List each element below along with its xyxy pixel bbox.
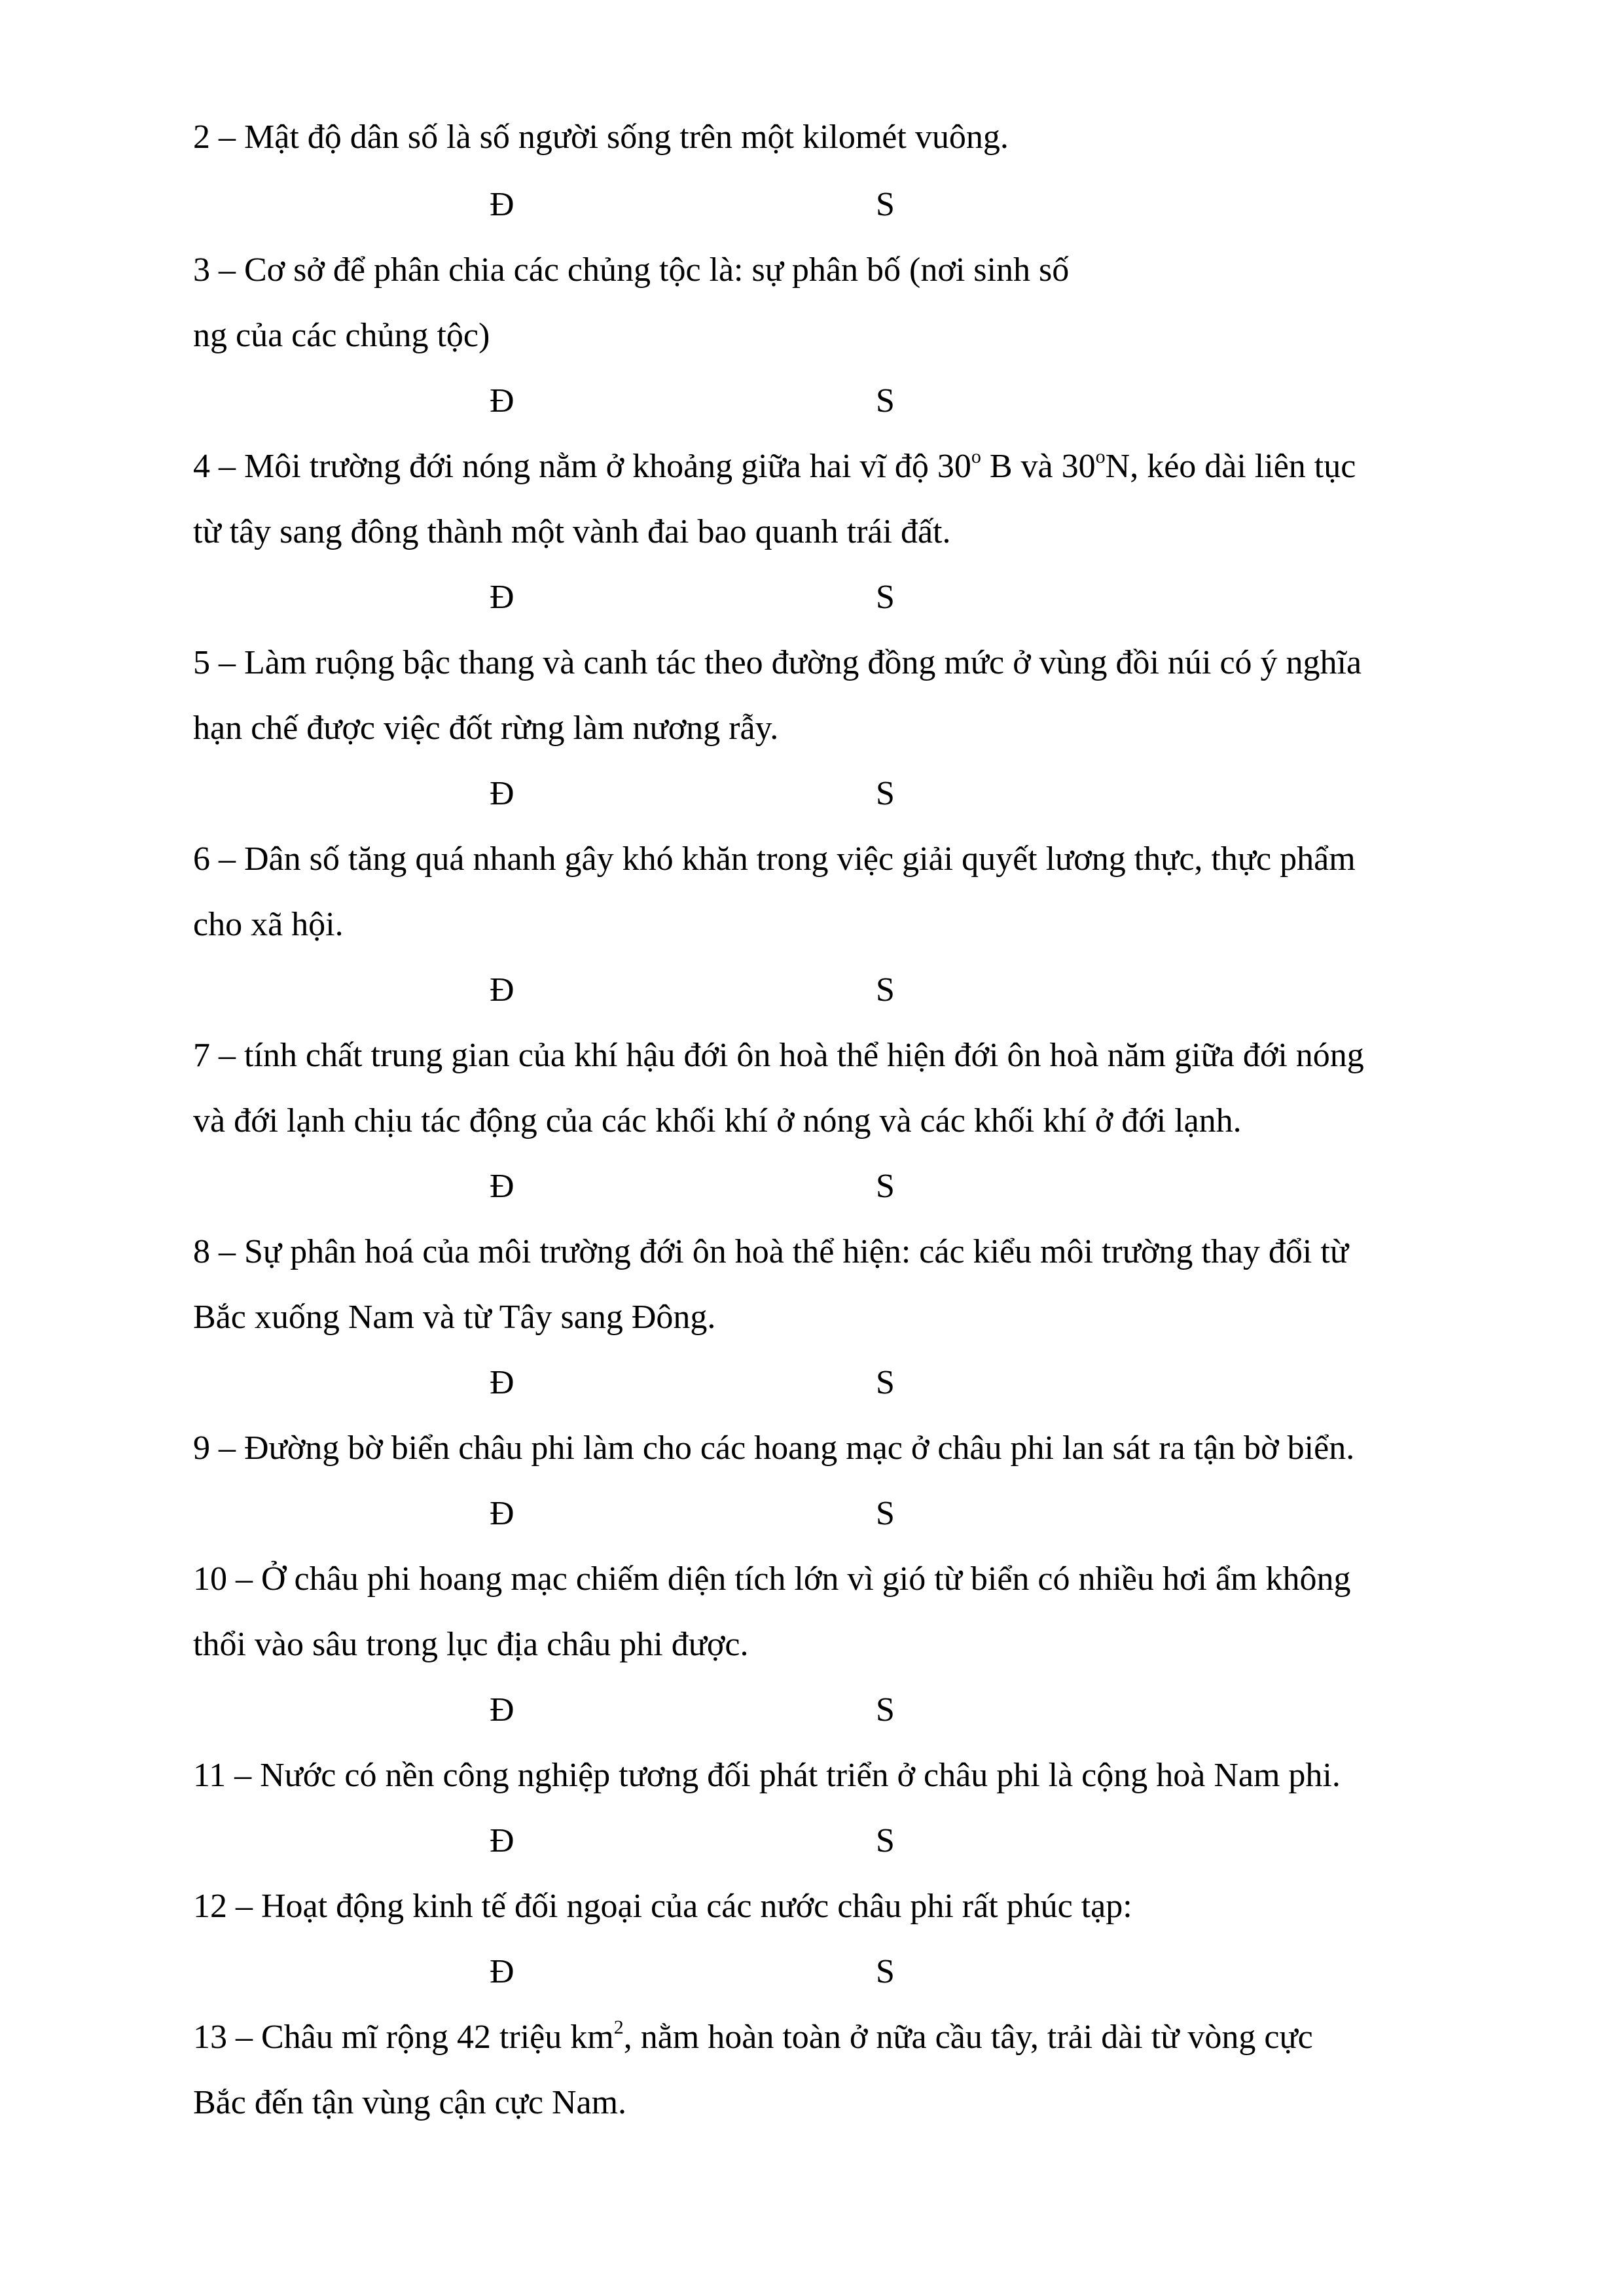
degree-symbol: o: [971, 446, 981, 467]
answer-false-q5[interactable]: S: [876, 775, 895, 812]
question-3-line1: 3 – Cơ sở để phân chia các chủng tộc là: sự phân bố (nơi sinh số: [193, 251, 1070, 289]
question-7-line1: 7 – tính chất trung gian của khí hậu đới ôn hoà thể hiện đới ôn hoà năm giữa đới nóng: [193, 1037, 1364, 1074]
answer-true-q3[interactable]: Đ: [490, 382, 514, 420]
q4-text-c: N, kéo dài liên tục: [1105, 448, 1356, 485]
answer-false-q9[interactable]: S: [876, 1495, 895, 1532]
answer-true-q12[interactable]: Đ: [490, 1953, 514, 1990]
question-8-line2: Bắc xuống Nam và từ Tây sang Đông.: [193, 1299, 716, 1336]
question-3-line2: ng của các chủng tộc): [193, 317, 490, 354]
question-11: 11 – Nước có nền công nghiệp tương đối phát triển ở châu phi là cộng hoà Nam phi.: [193, 1757, 1341, 1794]
answer-false-q11[interactable]: S: [876, 1822, 895, 1859]
question-6-line1: 6 – Dân số tăng quá nhanh gây khó khăn trong việc giải quyết lương thực, thực phẩm: [193, 840, 1356, 878]
answer-true-q9[interactable]: Đ: [490, 1495, 514, 1532]
answer-false-q2[interactable]: S: [876, 186, 895, 223]
question-12: 12 – Hoạt động kinh tế đối ngoại của các nước châu phi rất phúc tạp:: [193, 1888, 1132, 1925]
answer-true-q5[interactable]: Đ: [490, 775, 514, 812]
answer-true-q6[interactable]: Đ: [490, 971, 514, 1009]
answer-false-q12[interactable]: S: [876, 1953, 895, 1990]
question-5-line2: hạn chế được việc đốt rừng làm nương rẫy.: [193, 709, 779, 747]
question-9: 9 – Đường bờ biển châu phi làm cho các hoang mạc ở châu phi lan sát ra tận bờ biển.: [193, 1429, 1355, 1467]
q13-text-b: , nằm hoàn toàn ở nữa cầu tây, trải dài từ vòng cực: [623, 2018, 1313, 2056]
question-13-line1: [193, 2018, 1313, 2057]
answer-false-q10[interactable]: S: [876, 1691, 895, 1729]
answer-false-q6[interactable]: S: [876, 971, 895, 1009]
question-13-line2: Bắc đến tận vùng cận cực Nam.: [193, 2084, 627, 2121]
q13-text-a: 13 – Châu mĩ rộng 42 triệu km: [193, 2018, 614, 2056]
answer-true-q2[interactable]: Đ: [490, 186, 514, 223]
question-4-line1: [193, 447, 1356, 486]
q4-text-a: 4 – Môi trường đới nóng nằm ở khoảng giữa hai vĩ độ 30: [193, 448, 971, 485]
answer-true-q10[interactable]: Đ: [490, 1691, 514, 1729]
answer-false-q4[interactable]: S: [876, 579, 895, 616]
question-10-line1: 10 – Ở châu phi hoang mạc chiếm diện tích lớn vì gió từ biển có nhiều hơi ẩm không: [193, 1560, 1351, 1598]
question-2: 2 – Mật độ dân số là số người sống trên một kilomét vuông.: [193, 118, 1009, 156]
answer-true-q11[interactable]: Đ: [490, 1822, 514, 1859]
answer-true-q7[interactable]: Đ: [490, 1168, 514, 1205]
question-6-line2: cho xã hội.: [193, 906, 344, 943]
question-4-line2: từ tây sang đông thành một vành đai bao quanh trái đất.: [193, 513, 951, 550]
question-10-line2: thổi vào sâu trong lục địa châu phi được.: [193, 1626, 749, 1663]
answer-false-q7[interactable]: S: [876, 1168, 895, 1205]
answer-false-q8[interactable]: S: [876, 1364, 895, 1401]
question-8-line1: 8 – Sự phân hoá của môi trường đới ôn hoà thể hiện: các kiểu môi trường thay đổi từ: [193, 1233, 1349, 1270]
question-7-line2: và đới lạnh chịu tác động của các khối khí ở nóng và các khối khí ở đới lạnh.: [193, 1102, 1242, 1139]
q4-text-b: B và 30: [981, 448, 1096, 485]
answer-true-q8[interactable]: Đ: [490, 1364, 514, 1401]
answer-true-q4[interactable]: Đ: [490, 579, 514, 616]
superscript-2: 2: [613, 2017, 624, 2038]
answer-false-q3[interactable]: S: [876, 382, 895, 420]
degree-symbol: o: [1095, 446, 1106, 467]
question-5-line1: 5 – Làm ruộng bậc thang và canh tác theo đường đồng mức ở vùng đồi núi có ý nghĩa: [193, 644, 1362, 681]
